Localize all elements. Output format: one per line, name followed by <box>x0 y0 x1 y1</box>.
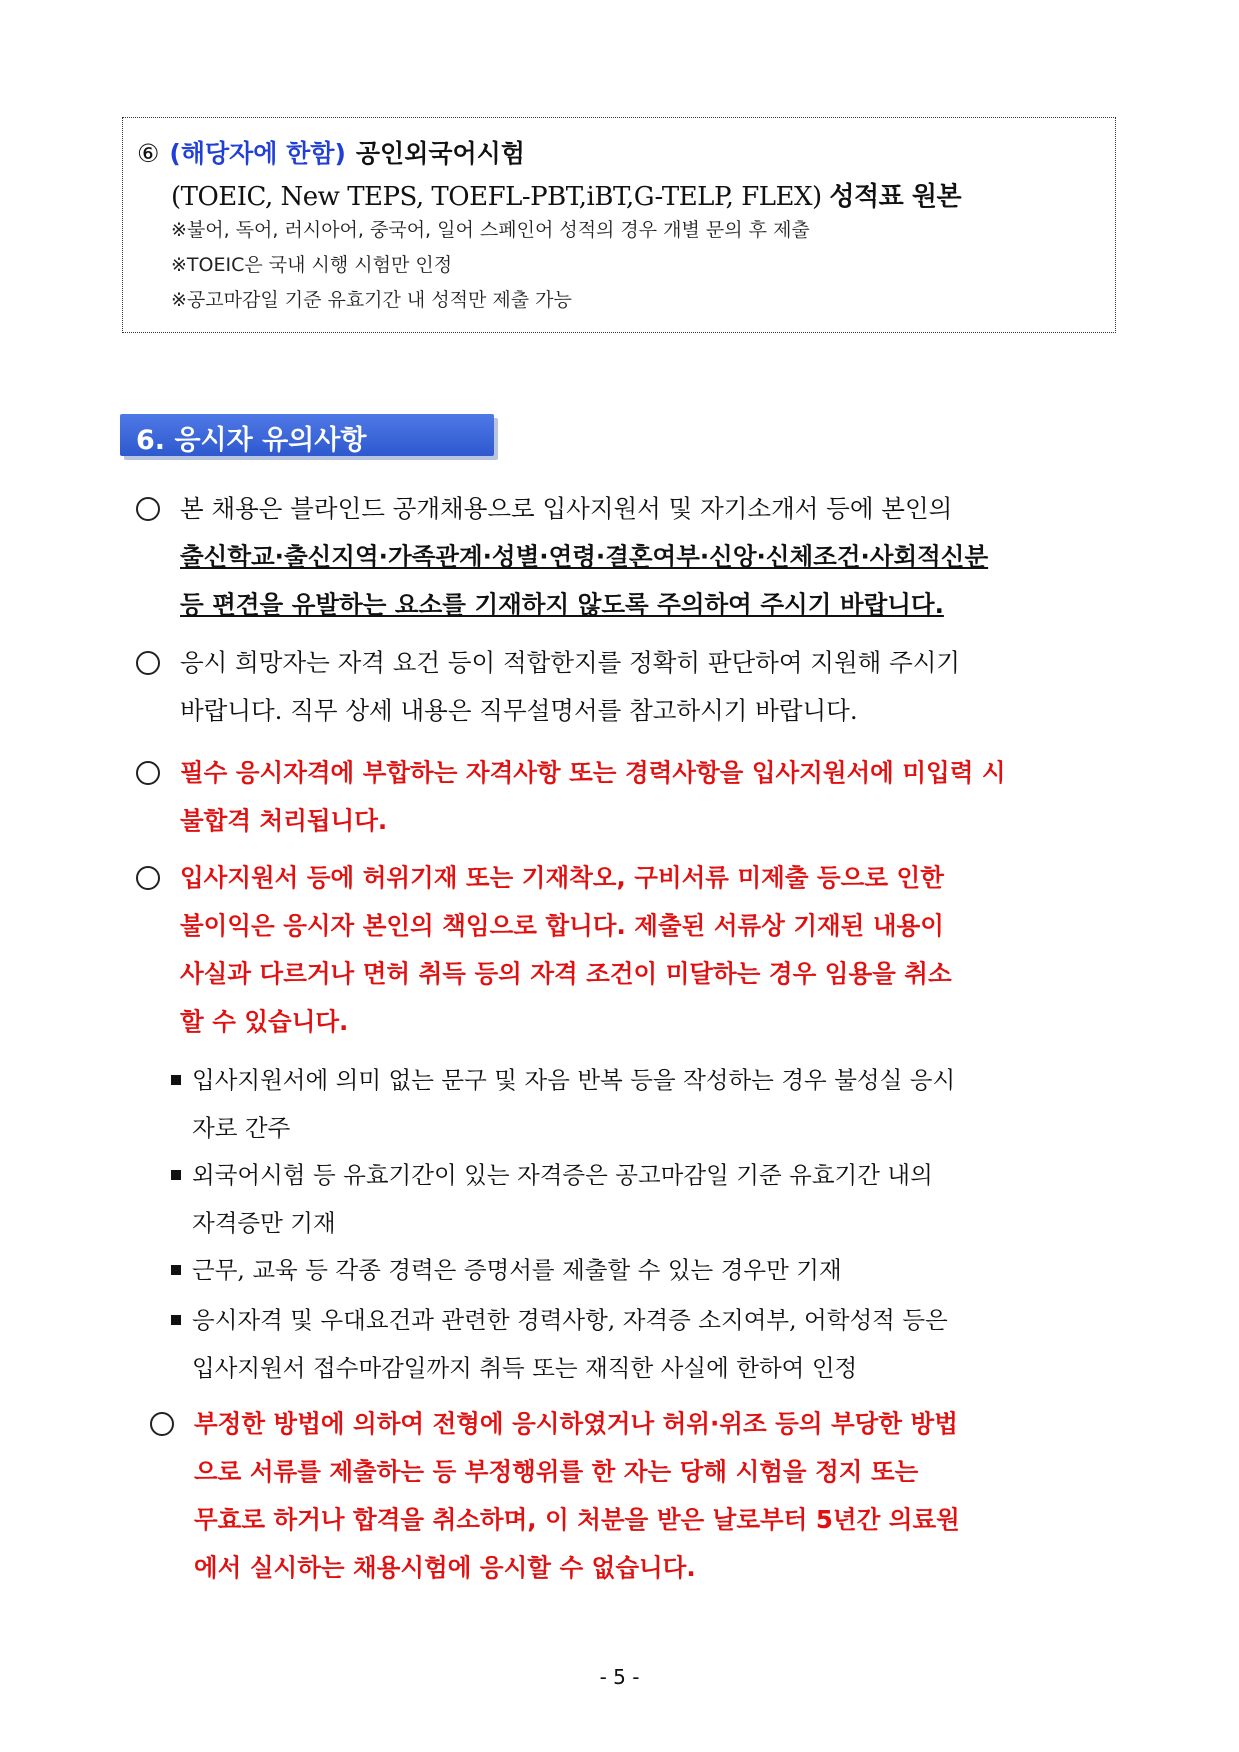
note-item: ※공고마감일 기준 유효기간 내 성적만 제출 가능 <box>171 289 572 311</box>
square-bullet-icon <box>171 1075 181 1085</box>
circle-bullet-icon <box>136 651 160 675</box>
notice-paragraph-5 <box>194 1400 1116 1592</box>
qualifier-text: (해당자에 한함) <box>169 139 346 168</box>
circle-bullet-icon <box>136 761 160 785</box>
bullet-line: 근무, 교육 등 각종 경력은 증명서를 제출할 수 있는 경우만 기재 <box>192 1256 842 1284</box>
circle-bullet-icon <box>136 497 160 521</box>
bullet-line: 입사지원서 접수마감일까지 취득 또는 재직한 사실에 한하여 인정 <box>192 1354 858 1382</box>
notice-paragraph-3 <box>180 749 1116 845</box>
document-requirement-box <box>122 117 1116 333</box>
circle-bullet-icon <box>150 1412 174 1436</box>
test-names: (TOEIC, New TEPS, TOEFL-PBT,iBT,G-TELP, FLEX) <box>171 182 822 212</box>
bullet-item <box>192 1296 1116 1392</box>
circle-bullet-icon <box>136 866 160 890</box>
bullet-line: 입사지원서에 의미 없는 문구 및 자음 반복 등을 작성하는 경우 불성실 응시 <box>192 1066 956 1094</box>
bullet-line: 외국어시험 등 유효기간이 있는 자격증은 공고마감일 기준 유효기간 내의 <box>192 1161 933 1189</box>
note-item: ※TOEIC은 국내 시행 시험만 인정 <box>171 254 453 276</box>
note-item: ※불어, 독어, 러시아어, 중국어, 일어 스페인어 성적의 경우 개별 문의 후 제출 <box>171 219 810 241</box>
paragraph-line-emphasis: 출신학교·출신지역·가족관계·성별·연령·결혼여부·신앙·신체조건·사회적신분 <box>180 542 989 571</box>
test-suffix: 성적표 원본 <box>829 182 962 212</box>
bullet-item <box>192 1151 1116 1247</box>
paragraph-line: 응시 희망자는 자격 요건 등이 적합한지를 정확히 판단하여 지원해 주시기 <box>180 648 961 677</box>
paragraph-line: 불합격 처리됩니다. <box>180 806 388 835</box>
paragraph-line: 으로 서류를 제출하는 등 부정행위를 한 자는 당해 시험을 정지 또는 <box>194 1457 919 1486</box>
requirement-heading <box>137 134 525 170</box>
section-title: 6. 응시자 유의사항 <box>136 425 367 456</box>
square-bullet-icon <box>171 1265 181 1275</box>
paragraph-line: 불이익은 응시자 본인의 책임으로 합니다. 제출된 서류상 기재된 내용이 <box>180 911 944 940</box>
paragraph-line: 할 수 있습니다. <box>180 1007 349 1036</box>
bullet-line: 응시자격 및 우대요건과 관련한 경력사항, 자격증 소지여부, 어학성적 등은 <box>192 1306 948 1334</box>
bullet-line: 자격증만 기재 <box>192 1209 336 1237</box>
notice-paragraph-4 <box>180 854 1116 1046</box>
paragraph-line: 에서 실시하는 채용시험에 응시할 수 없습니다. <box>194 1553 696 1582</box>
requirement-title: 공인외국어시험 <box>355 139 525 168</box>
paragraph-line: 필수 응시자격에 부합하는 자격사항 또는 경력사항을 입사지원서에 미입력 시 <box>180 758 1006 787</box>
section-header <box>120 414 494 456</box>
page-number: - 5 - <box>599 1665 640 1689</box>
notice-paragraph-1 <box>180 485 1116 629</box>
square-bullet-icon <box>171 1170 181 1180</box>
paragraph-line: 사실과 다르거나 면허 취득 등의 자격 조건이 미달하는 경우 임용을 취소 <box>180 959 952 988</box>
paragraph-line: 입사지원서 등에 허위기재 또는 기재착오, 구비서류 미제출 등으로 인한 <box>180 863 944 892</box>
paragraph-line: 부정한 방법에 의하여 전형에 응시하였거나 허위·위조 등의 부당한 방법 <box>194 1409 958 1438</box>
notice-paragraph-2 <box>180 639 1116 735</box>
item-number: ⑥ <box>137 139 160 168</box>
bullet-line: 자로 간주 <box>192 1114 291 1142</box>
paragraph-line: 본 채용은 블라인드 공개채용으로 입사지원서 및 자기소개서 등에 본인의 <box>180 494 953 523</box>
paragraph-line-emphasis: 등 편견을 유발하는 요소를 기재하지 않도록 주의하여 주시기 바랍니다. <box>180 590 944 619</box>
test-list <box>171 176 961 213</box>
bullet-item <box>192 1246 1116 1294</box>
paragraph-line: 무효로 하거나 합격을 취소하며, 이 처분을 받은 날로부터 5년간 의료원 <box>194 1505 960 1534</box>
square-bullet-icon <box>171 1315 181 1325</box>
bullet-item <box>192 1056 1116 1152</box>
paragraph-line: 바랍니다. 직무 상세 내용은 직무설명서를 참고하시기 바랍니다. <box>180 696 858 725</box>
